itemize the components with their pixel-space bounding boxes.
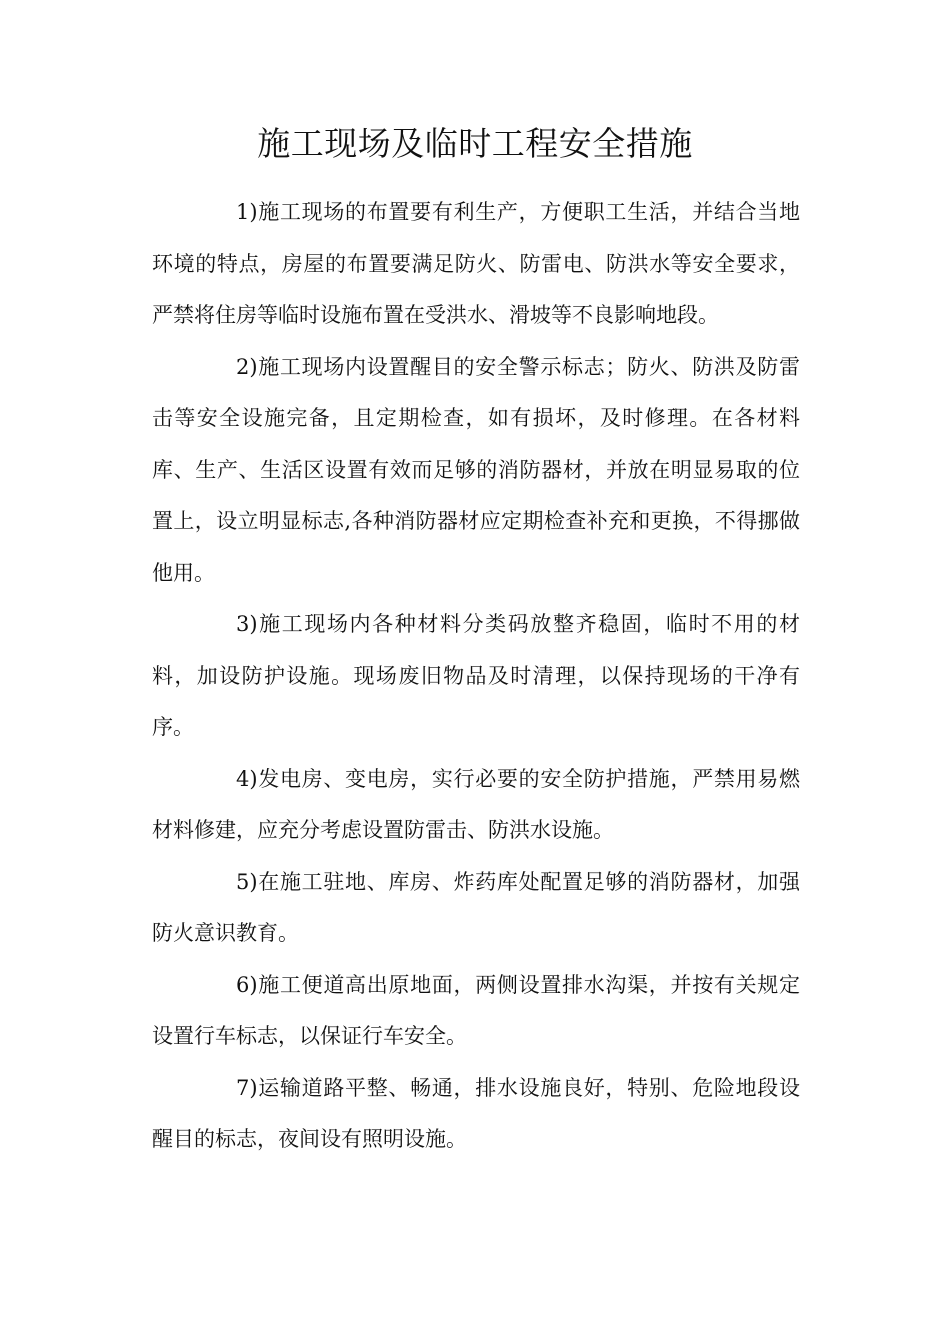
paragraph-4: 4)发电房、变电房，实行必要的安全防护措施，严禁用易燃材料修建，应充分考虑设置防雷击、防洪水设施。 <box>152 766 800 842</box>
paragraph-6: 6)施工便道高出原地面，两侧设置排水沟渠，并按有关规定设置行车标志，以保证行车安全。 <box>152 972 800 1048</box>
paragraph-7: 7)运输道路平整、畅通，排水设施良好，特别、危险地段设醒目的标志，夜间设有照明设施。 <box>152 1075 800 1151</box>
paragraph-5: 5)在施工驻地、库房、炸药库处配置足够的消防器材，加强防火意识教育。 <box>152 869 800 945</box>
document-title: 施工现场及临时工程安全措施 <box>257 124 693 163</box>
paragraph-3: 3)施工现场内各种材料分类码放整齐稳固，临时不用的材料，加设防护设施。现场废旧物品及时清理，以保持现场的干净有序。 <box>152 612 800 739</box>
document-body <box>152 187 800 1166</box>
paragraph-2: 2)施工现场内设置醒目的安全警示标志；防火、防洪及防雷击等安全设施完备，且定期检查，如有损坏，及时修理。在各材料库、生产、生活区设置有效而足够的消防器材，并放在明显易取的位置上，设立明显标志,各种消防器材应定期检查补充和更换，不得挪做他用。 <box>152 354 800 585</box>
paragraph-1: 1)施工现场的布置要有利生产，方便职工生活，并结合当地环境的特点，房屋的布置要满足防火、防雷电、防洪水等安全要求，严禁将住房等临时设施布置在受洪水、滑坡等不良影响地段。 <box>152 200 800 327</box>
